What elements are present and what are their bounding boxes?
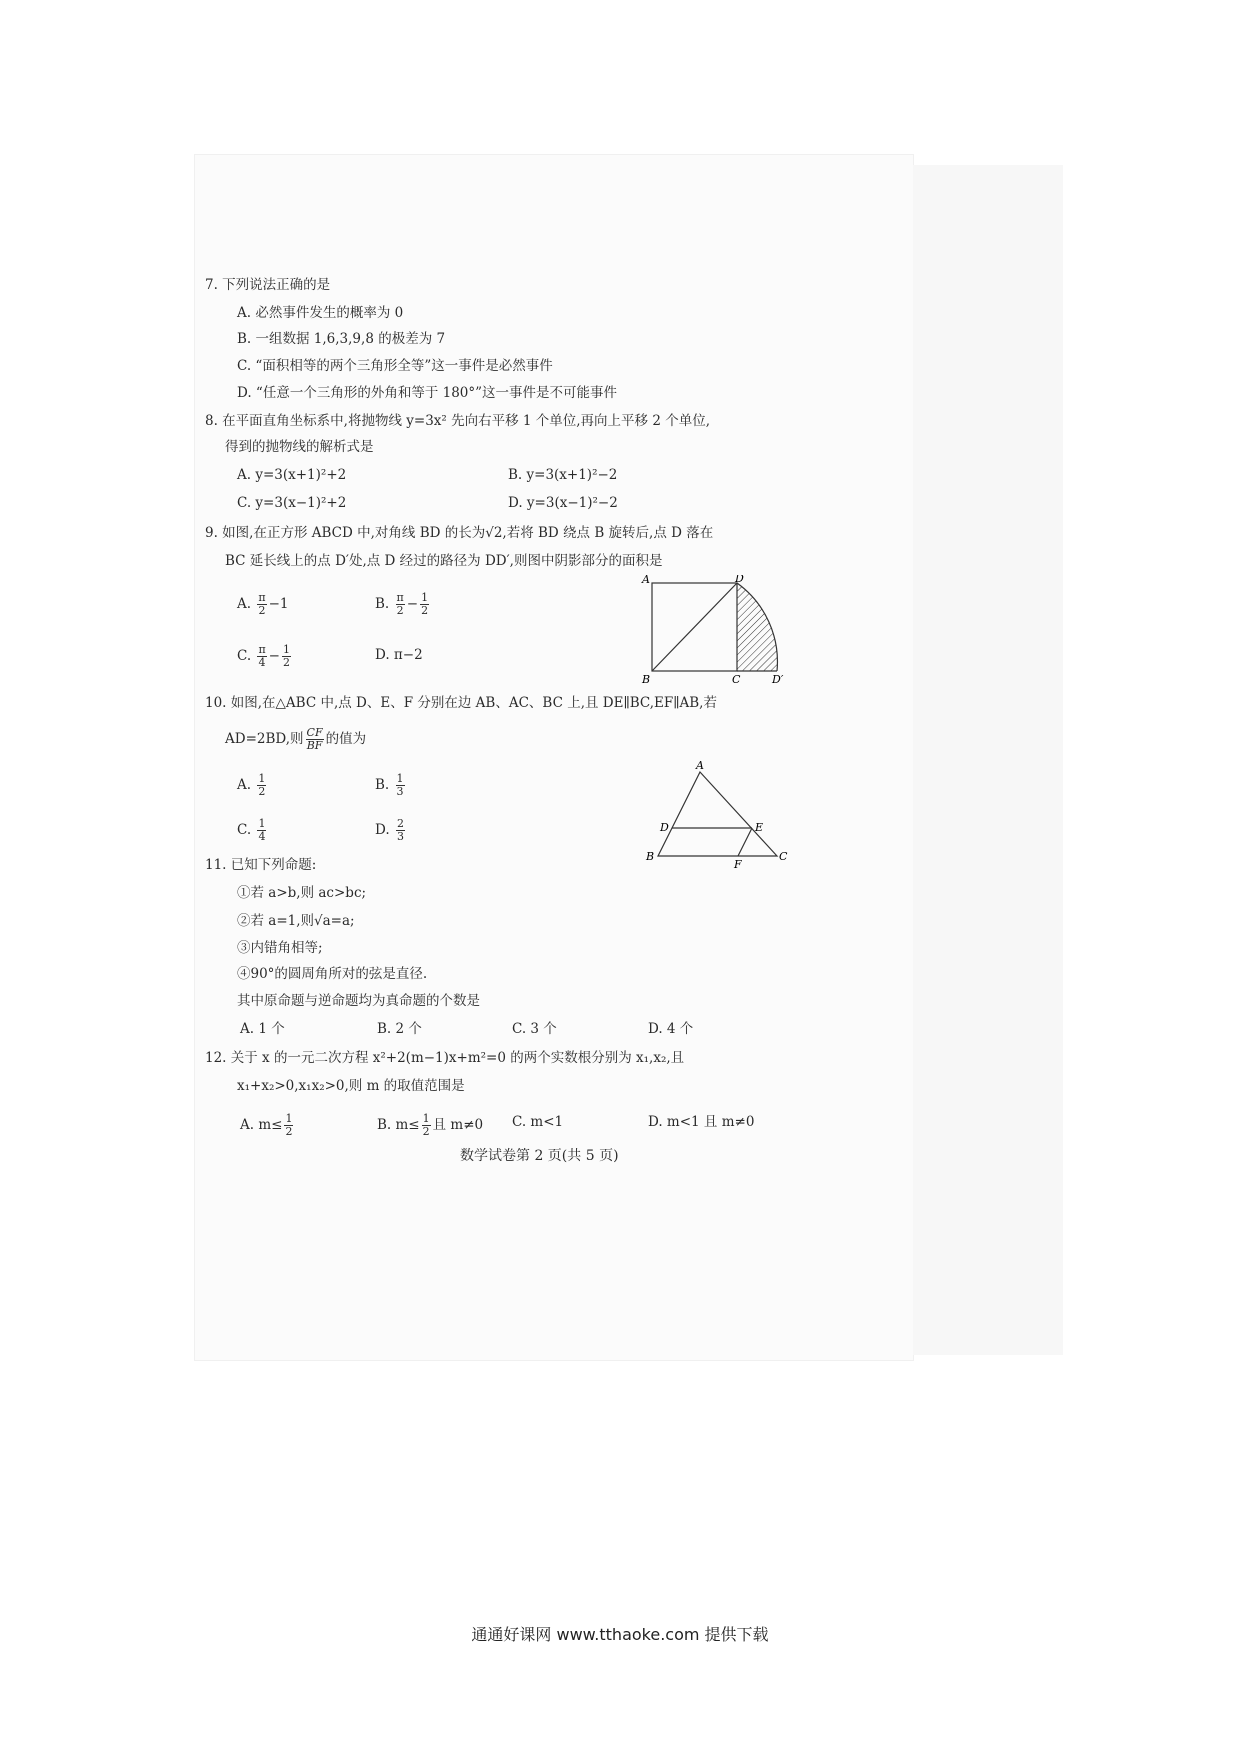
label-d-prime: D′ — [772, 673, 784, 686]
q10-option-b: B. $\frac{1}{3}$ — [375, 772, 404, 798]
label-d: D — [735, 575, 744, 585]
label-c: C — [779, 850, 788, 863]
q7-option-c: C. “面积相等的两个三角形全等”这一事件是必然事件 — [237, 358, 553, 374]
q8-stem-line1: 8. 在平面直角坐标系中,将抛物线 y=3x² 先向右平移 1 个单位,再向上平移 2 个单位, — [205, 413, 711, 429]
q9-option-d: D. π−2 — [375, 647, 423, 663]
q12-option-c: C. m<1 — [512, 1114, 564, 1130]
q8-stem-line2: 得到的抛物线的解析式是 — [225, 439, 374, 455]
q11-option-a: A. 1 个 — [240, 1021, 285, 1037]
q11-stem: 11. 已知下列命题: — [205, 857, 317, 873]
page-number-footer: 数学试卷第 2 页(共 5 页) — [460, 1148, 619, 1164]
label-d: D — [660, 821, 669, 834]
q11-option-c: C. 3 个 — [512, 1021, 557, 1037]
q9-option-b: B. $\frac{\pi}{2}$ − $\frac{1}{2}$ — [375, 591, 429, 617]
source-line: 通通好课网 www.tthaoke.com 提供下载 — [471, 1625, 769, 1644]
q10-option-a: A. $\frac{1}{2}$ — [237, 772, 266, 798]
label-b: B — [646, 850, 655, 863]
q12-stem-line2: x₁+x₂>0,x₁x₂>0,则 m 的取值范围是 — [237, 1078, 465, 1094]
label-e: E — [755, 821, 764, 834]
q11-proposition-2: ②若 a=1,则√a=a; — [237, 913, 355, 929]
q11-option-b: B. 2 个 — [377, 1021, 422, 1037]
q8-option-d: D. y=3(x−1)²−2 — [508, 495, 618, 511]
scan-shadow — [913, 165, 1063, 1355]
q12-option-a: A. m≤ $\frac{1}{2}$ — [240, 1112, 293, 1138]
q10-stem-line2: AD=2BD,则 $\frac{CF}{BF}$ 的值为 — [225, 726, 367, 752]
q10-option-d: D. $\frac{2}{3}$ — [375, 817, 404, 843]
q7-option-a: A. 必然事件发生的概率为 0 — [237, 305, 404, 321]
label-a: A — [642, 575, 650, 586]
q7-option-d: D. “任意一个三角形的外角和等于 180°”这一事件是不可能事件 — [237, 385, 618, 401]
triangle-abc — [658, 772, 777, 856]
q11-proposition-1: ①若 a>b,则 ac>bc; — [237, 885, 367, 901]
segment-ef — [738, 828, 752, 856]
label-b: B — [642, 673, 651, 686]
q10-stem-line1: 10. 如图,在△ABC 中,点 D、E、F 分别在边 AB、AC、BC 上,且 DE∥BC,EF∥AB,若 — [205, 695, 717, 711]
q9-option-a: A. $\frac{\pi}{2}$ −1 — [237, 591, 289, 617]
q9-option-c: C. $\frac{\pi}{4}$ − $\frac{1}{2}$ — [237, 643, 290, 669]
q12-option-b: B. m≤ $\frac{1}{2}$ 且 m≠0 — [377, 1112, 484, 1138]
q11-proposition-4: ④90°的圆周角所对的弦是直径. — [237, 966, 428, 982]
q11-question: 其中原命题与逆命题均为真命题的个数是 — [237, 993, 480, 1009]
q11-proposition-3: ③内错角相等; — [237, 940, 323, 956]
q11-option-d: D. 4 个 — [648, 1021, 694, 1037]
q10-option-c: C. $\frac{1}{4}$ — [237, 817, 266, 843]
q8-option-a: A. y=3(x+1)²+2 — [237, 467, 347, 483]
frac-pi-over-2: $\frac{\pi}{2}$ — [258, 591, 266, 617]
q10-triangle-figure — [640, 758, 790, 870]
q7-option-b: B. 一组数据 1,6,3,9,8 的极差为 7 — [237, 331, 446, 347]
q8-option-c: C. y=3(x−1)²+2 — [237, 495, 347, 511]
q9-stem-line1: 9. 如图,在正方形 ABCD 中,对角线 BD 的长为√2,若将 BD 绕点 B 旋转后,点 D 落在 — [205, 525, 714, 541]
q9-stem-line2: BC 延长线上的点 D′处,点 D 经过的路径为 DD′,则图中阴影部分的面积是 — [225, 553, 663, 569]
label-f: F — [734, 858, 742, 870]
q9-square-figure — [640, 575, 790, 687]
q12-stem-line1: 12. 关于 x 的一元二次方程 x²+2(m−1)x+m²=0 的两个实数根分别为 x₁,x₂,且 — [205, 1050, 685, 1066]
q7-stem: 7. 下列说法正确的是 — [205, 277, 331, 293]
q12-option-d: D. m<1 且 m≠0 — [648, 1114, 755, 1130]
label-a: A — [696, 759, 704, 772]
q8-option-b: B. y=3(x+1)²−2 — [508, 467, 618, 483]
label-c: C — [732, 673, 741, 686]
diagonal-bd — [652, 583, 737, 671]
